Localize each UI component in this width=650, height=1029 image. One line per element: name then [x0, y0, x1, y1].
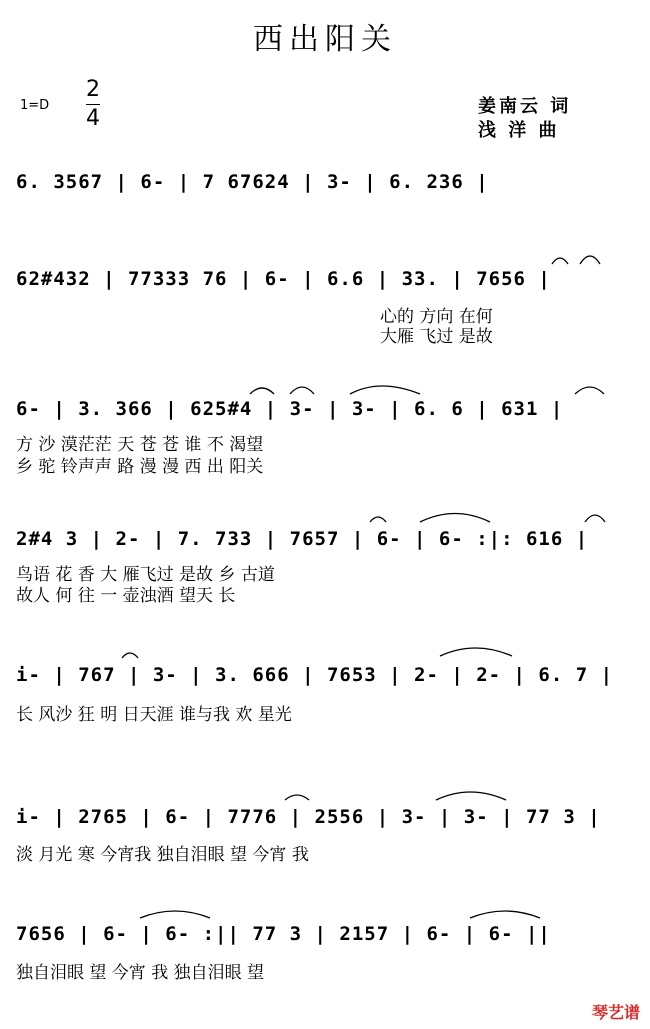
- lyric-row-3-verse-1: 方 沙 漠茫茫 天 苍 苍 谁 不 渴望: [16, 435, 264, 455]
- notation-row-2: 62#432 | 77333 76 | 6- | 6.6 | 33. | 7656 |: [16, 268, 551, 290]
- notation-row-4: 2#4 3 | 2- | 7. 733 | 7657 | 6- | 6- :|: 616 |: [16, 528, 589, 550]
- notation-row-6: i- | 2765 | 6- | 7776 | 2556 | 3- | 3- | 77 3 |: [16, 806, 601, 828]
- lyricist-credit: 姜南云 词: [478, 96, 572, 117]
- notation-row-1: 6. 3567 | 6- | 7 67624 | 3- | 6. 236 |: [16, 171, 489, 193]
- lyric-row-5: 长 风沙 狂 明 日天涯 谁与我 欢 星光: [16, 705, 292, 725]
- meter-numerator: 2: [86, 77, 100, 102]
- lyric-row-3-verse-2: 乡 驼 铃声声 路 漫 漫 西 出 阳关: [16, 457, 264, 477]
- notation-row-7: 7656 | 6- | 6- :|| 77 3 | 2157 | 6- | 6- ||: [16, 923, 551, 945]
- meter-denominator: 4: [86, 106, 100, 131]
- notation-row-5: i- | 767 | 3- | 3. 666 | 7653 | 2- | 2- | 6. 7 |: [16, 664, 614, 686]
- key-signature: 1=D: [20, 98, 50, 113]
- lyric-row-4-verse-1: 鸟语 花 香 大 雁飞过 是故 乡 古道: [16, 565, 275, 585]
- notation-row-3: 6- | 3. 366 | 625#4 | 3- | 3- | 6. 6 | 631 |: [16, 398, 564, 420]
- lyric-row-6: 淡 月光 寒 今宵我 独自泪眼 望 今宵 我: [16, 845, 309, 865]
- composer-credit: 浅 洋 曲: [478, 120, 560, 141]
- site-logo: 琴艺谱: [591, 1003, 640, 1022]
- page-title: 西出阳关: [253, 22, 397, 57]
- lyric-row-7: 独自泪眼 望 今宵 我 独自泪眼 望: [16, 963, 265, 983]
- lyric-row-2-verse-2: 大雁 飞过 是故: [380, 327, 493, 347]
- lyric-row-4-verse-2: 故人 何 往 一 壶浊酒 望天 长: [16, 586, 236, 606]
- lyric-row-2-verse-1: 心的 方向 在何: [380, 307, 493, 327]
